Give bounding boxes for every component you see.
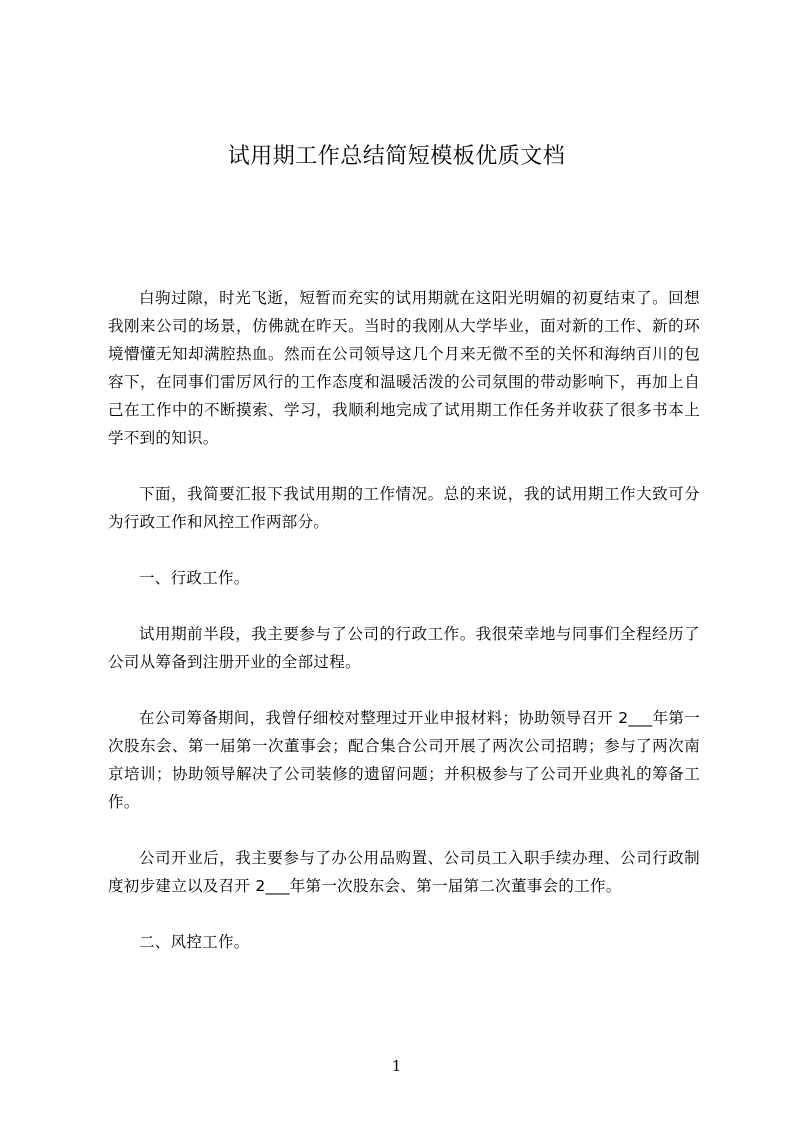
admin-paragraph-2: 在公司筹备期间，我曾仔细校对整理过开业申报材料；协助领导召开 2___年第一次股东会、第一届第一次董事会；配合集合公司开展了两次公司招聘；参与了两次南京培训；协助领导解决了公司装修的遗留问题；并积极参与了公司开业典礼的筹备工作。 — [108, 709, 700, 811]
section-heading-risk: 二、风控工作。 — [139, 933, 250, 951]
document-title: 试用期工作总结简短模板优质文档 — [227, 144, 566, 169]
admin-paragraph-1: 试用期前半段，我主要参与了公司的行政工作。我很荣幸地与同事们全程经历了公司从筹备到注册开业的全部过程。 — [108, 625, 700, 671]
overview-paragraph: 下面，我简要汇报下我试用期的工作情况。总的来说，我的试用期工作大致可分为行政工作和风控工作两部分。 — [108, 485, 700, 531]
intro-paragraph: 白驹过隙，时光飞逝，短暂而充实的试用期就在这阳光明媚的初夏结束了。回想我刚来公司的场景，仿佛就在昨天。当时的我刚从大学毕业，面对新的工作、新的环境懵懂无知却满腔热血。然而在公司领导这几个月来无微不至的关怀和海纳百川的包容下，在同事们雷厉风行的工作态度和温暖活泼的公司氛围的带动影响下，再加上自己在工作中的不断摸索、学习，我顺利地完成了试用期工作任务并收获了很多书本上学不到的知识。 — [108, 289, 700, 447]
page-number: 1 — [391, 1057, 402, 1075]
document-body — [108, 284, 700, 984]
section-heading-admin: 一、行政工作。 — [139, 569, 250, 587]
admin-paragraph-3: 公司开业后，我主要参与了办公用品购置、公司员工入职手续办理、公司行政制度初步建立以及召开 2___年第一次股东会、第一届第二次董事会的工作。 — [108, 849, 700, 895]
